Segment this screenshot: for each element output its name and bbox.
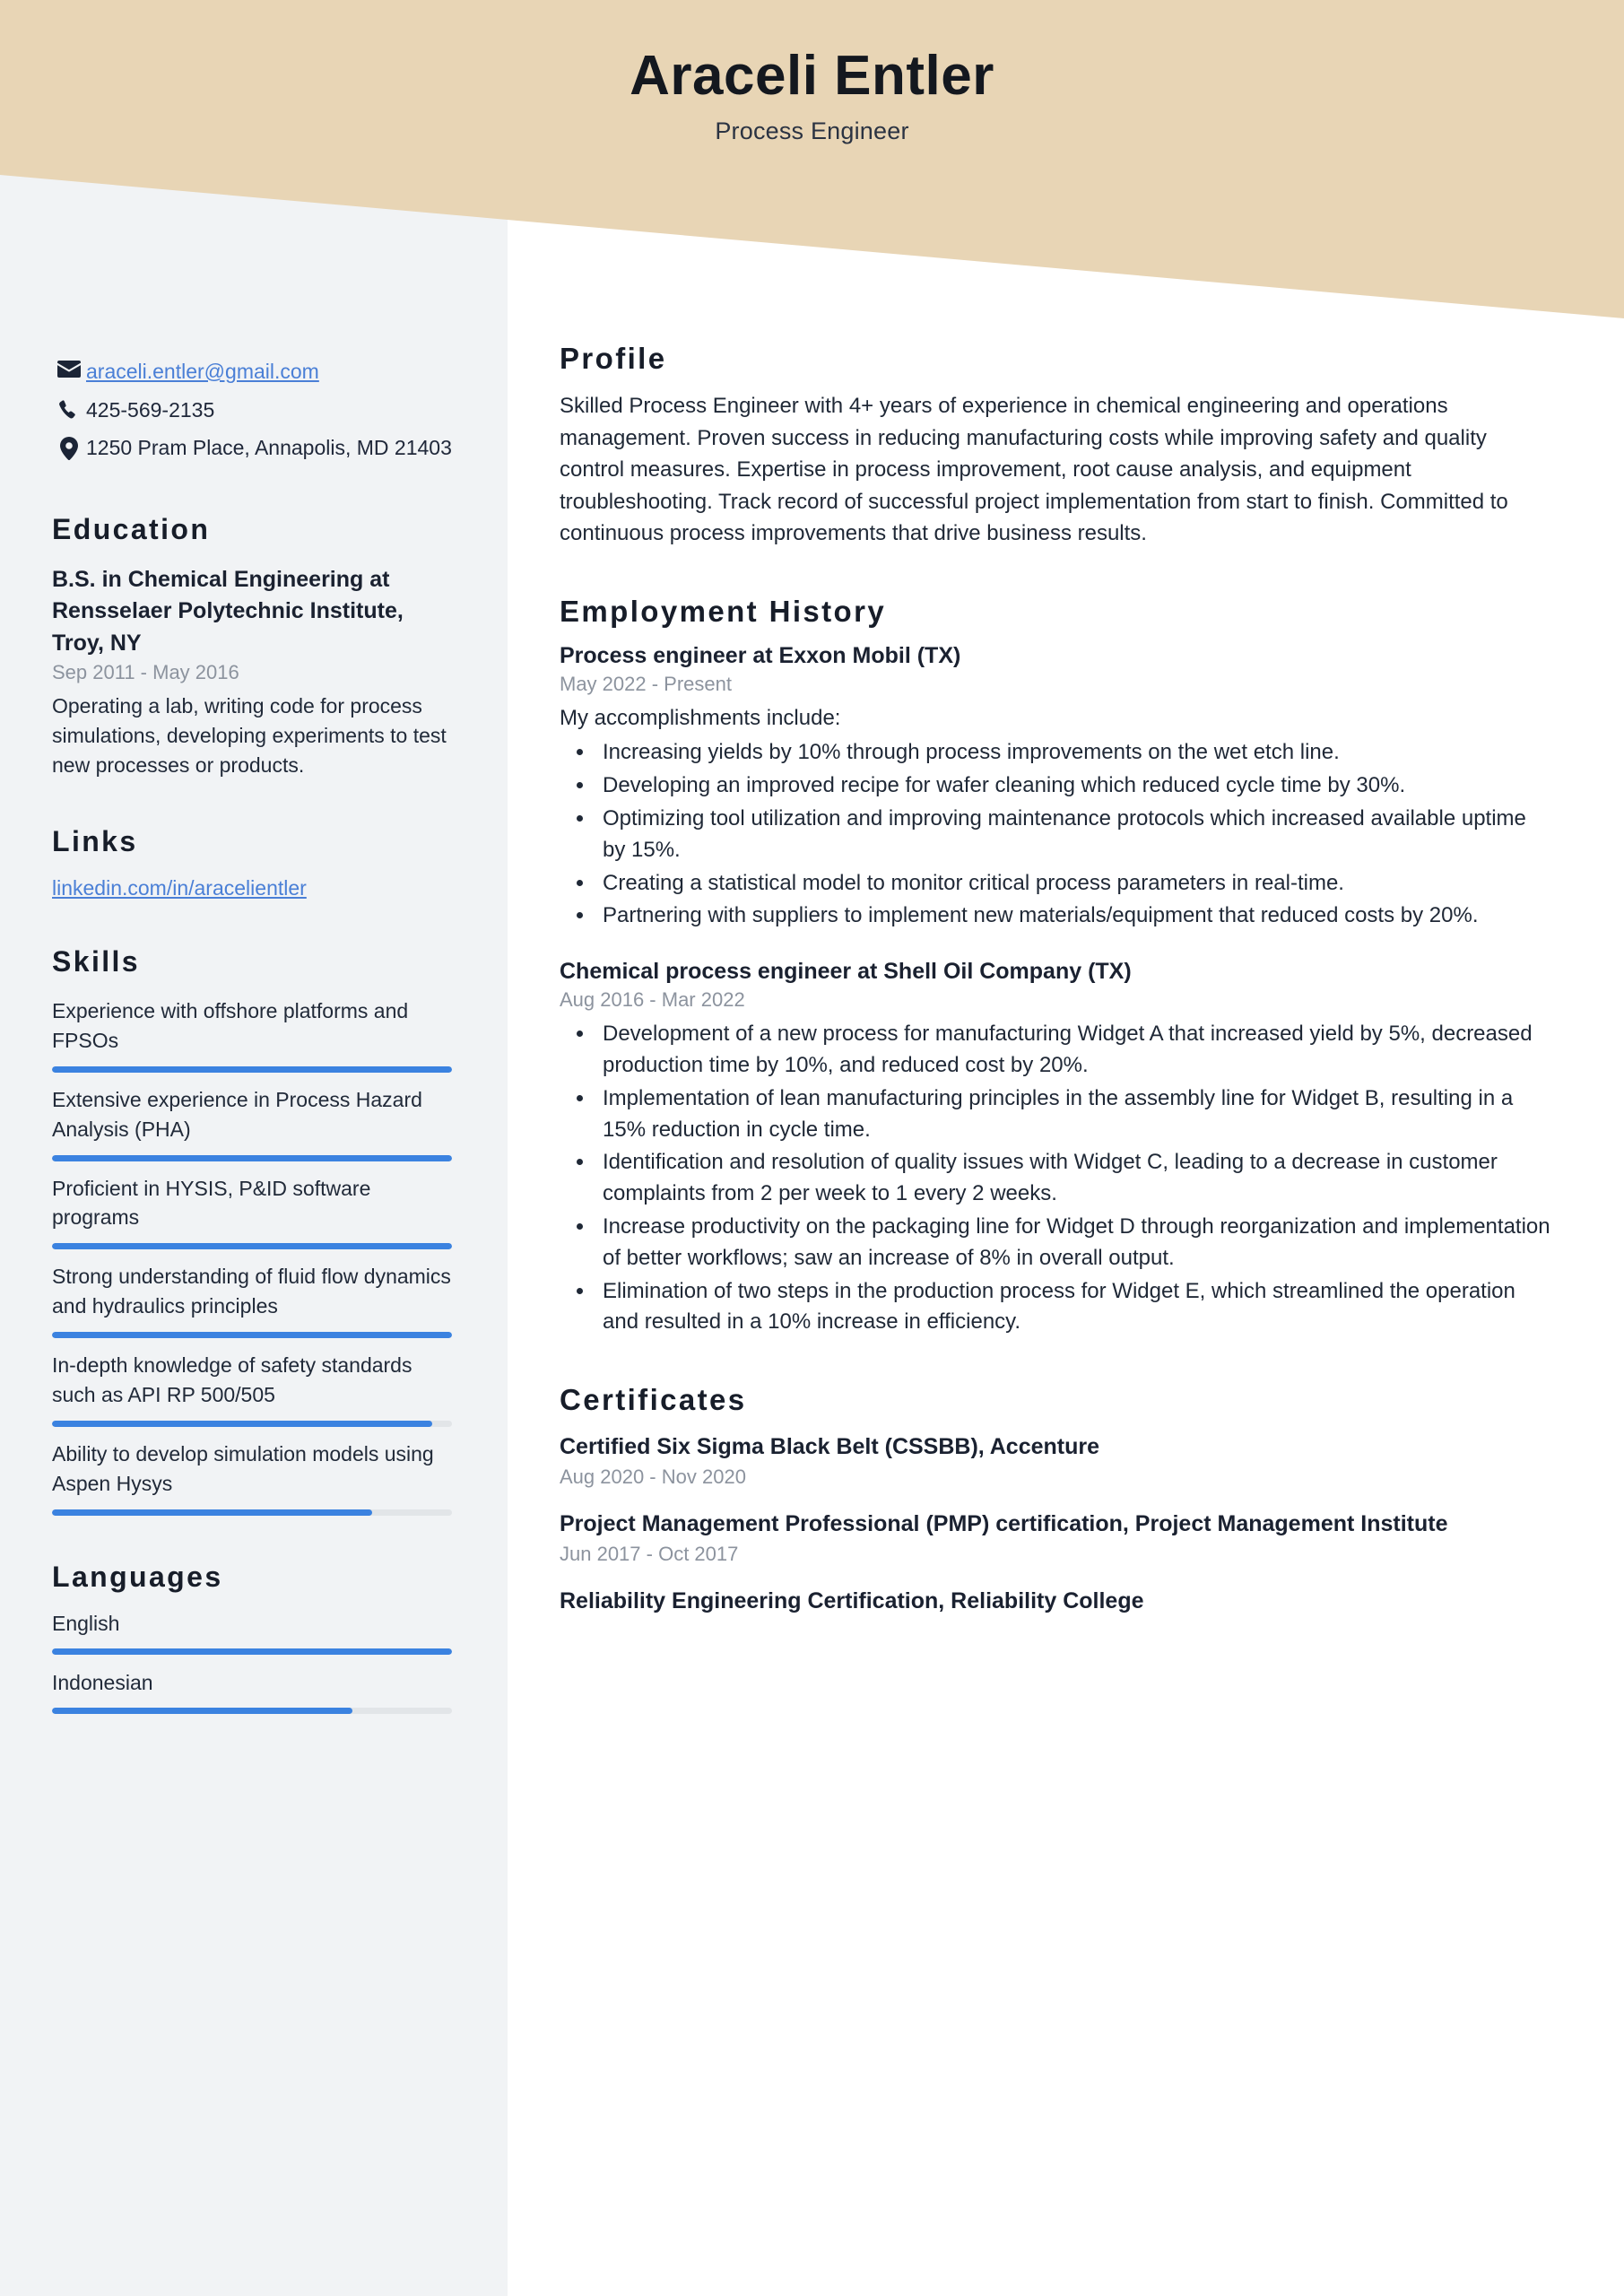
- progress-fill: [52, 1648, 452, 1655]
- list-item: • Optimizing tool utilization and improving maintenance protocols which increased available uptime by 15%.: [595, 804, 1552, 866]
- skill-label: Extensive experience in Process Hazard Analysis (PHA): [52, 1087, 422, 1141]
- certificates-list: [560, 1431, 1552, 1617]
- language-item: [52, 1612, 452, 1655]
- resume-header: [0, 0, 1624, 215]
- skill-label: Proficient in HYSIS, P&ID software programs: [52, 1176, 371, 1230]
- progress-track: [52, 1509, 452, 1516]
- skill-item: [52, 1174, 452, 1250]
- sidebar: [0, 341, 508, 1759]
- employment-section: [560, 595, 1552, 1339]
- contact-phone-value: 425-569-2135: [86, 397, 215, 422]
- progress-track: [52, 1648, 452, 1655]
- skill-item: [52, 1439, 452, 1516]
- links-section: [52, 825, 452, 900]
- profile-section: [560, 342, 1552, 550]
- language-label: Indonesian: [52, 1670, 153, 1694]
- progress-fill: [52, 1708, 352, 1714]
- progress-track: [52, 1708, 452, 1714]
- contact-item-address: [52, 433, 452, 463]
- certificate-entry: [560, 1509, 1552, 1566]
- job-intro: My accomplishments include:: [560, 705, 841, 730]
- email-link[interactable]: araceli.entler@gmail.com: [86, 360, 319, 383]
- main-content: [508, 318, 1624, 1662]
- list-item: • Increase productivity on the packaging line for Widget D through reorganization and implementation of better workflows; saw an increase of 8% in overall output.: [595, 1212, 1552, 1274]
- list-item: • Development of a new process for manufacturing Widget A that increased yield by 5%, decreased production time by 10%, and reduced cost by 20%.: [595, 1019, 1552, 1082]
- certificate-date: Aug 2020 - Nov 2020: [560, 1465, 746, 1489]
- education-title: B.S. in Chemical Engineering at Rensselaer Polytechnic Institute, Troy, NY: [52, 566, 404, 656]
- certificates-section: [560, 1383, 1552, 1617]
- certificate-title: Reliability Engineering Certification, Reliability College: [560, 1588, 1144, 1614]
- skill-label: Ability to develop simulation models using Aspen Hysys: [52, 1441, 434, 1495]
- progress-fill: [52, 1066, 452, 1073]
- skill-item: [52, 996, 452, 1073]
- list-item[interactable]: [52, 876, 452, 900]
- certificate-date: Jun 2017 - Oct 2017: [560, 1543, 739, 1566]
- education-section: [52, 513, 452, 780]
- skills-section: [52, 945, 452, 1516]
- list-item: • Elimination of two steps in the production process for Widget E, which streamlined the operation and resulted in a 10% increase in efficiency.: [595, 1276, 1552, 1339]
- location-pin-icon: [52, 433, 86, 460]
- certificate-title: Project Management Professional (PMP) certification, Project Management Institute: [560, 1511, 1448, 1537]
- progress-track: [52, 1066, 452, 1073]
- job-bullets: [560, 737, 1552, 932]
- job-date: Aug 2016 - Mar 2022: [560, 988, 745, 1012]
- envelope-icon: [52, 357, 86, 378]
- progress-track: [52, 1243, 452, 1249]
- page-title: Araceli Entler: [630, 45, 994, 107]
- skill-label: Experience with offshore platforms and FPSOs: [52, 999, 409, 1052]
- skills-list: [52, 996, 452, 1516]
- list-item: • Implementation of lean manufacturing principles in the assembly line for Widget B, resulting in a 15% reduction in cycle time.: [595, 1083, 1552, 1146]
- progress-fill: [52, 1155, 452, 1161]
- job-role: Process engineer at Exxon Mobil (TX): [560, 642, 961, 668]
- certificates-heading: Certificates: [560, 1383, 747, 1417]
- languages-section: [52, 1561, 452, 1714]
- progress-fill: [52, 1509, 372, 1516]
- certificate-entry: [560, 1586, 1552, 1617]
- education-entry: [52, 564, 452, 780]
- progress-track: [52, 1421, 452, 1427]
- job-bullets: [560, 1019, 1552, 1338]
- profile-heading: Profile: [560, 342, 667, 375]
- list-item: • Developing an improved recipe for wafer cleaning which reduced cycle time by 30%.: [595, 770, 1552, 802]
- job-entry: [560, 643, 1552, 933]
- list-item: • Identification and resolution of quality issues with Widget C, leading to a decrease in customer complaints from 2 per week to 1 every 2 weeks.: [595, 1147, 1552, 1210]
- skill-label: Strong understanding of fluid flow dynamics and hydraulics principles: [52, 1265, 451, 1318]
- list-item: • Increasing yields by 10% through process improvements on the wet etch line.: [595, 737, 1552, 769]
- skill-item: [52, 1262, 452, 1338]
- profile-text: Skilled Process Engineer with 4+ years of experience in chemical engineering and operations management. Proven success in reducing manufacturing costs while improving safety and quality control measures. Expertise in process improvement, root cause analysis, and equipment troubleshooting. Track record of successful project implementation from start to finish. Committed to continuous process improvements that drive business results.: [560, 394, 1508, 546]
- contact-item-email: [52, 357, 452, 387]
- certificate-title: Certified Six Sigma Black Belt (CSSBB), Accenture: [560, 1434, 1100, 1460]
- links-list: [52, 876, 452, 900]
- contact-address-value: 1250 Pram Place, Annapolis, MD 21403: [86, 436, 452, 460]
- list-item: • Creating a statistical model to monitor critical process parameters in real-time.: [595, 868, 1552, 900]
- language-item: [52, 1671, 452, 1714]
- skill-item: [52, 1085, 452, 1161]
- progress-fill: [52, 1332, 452, 1338]
- education-date: Sep 2011 - May 2016: [52, 661, 239, 684]
- skill-label: In-depth knowledge of safety standards such as API RP 500/505: [52, 1353, 413, 1406]
- progress-track: [52, 1155, 452, 1161]
- jobs-list: [560, 643, 1552, 1339]
- phone-icon: [52, 396, 86, 421]
- skill-item: [52, 1351, 452, 1427]
- links-heading: Links: [52, 825, 138, 858]
- contact-item-phone: [52, 396, 452, 425]
- progress-fill: [52, 1421, 432, 1427]
- job-date: May 2022 - Present: [560, 672, 732, 695]
- contact-list: [52, 357, 452, 463]
- education-description: Operating a lab, writing code for process simulations, developing experiments to test new processes or products.: [52, 694, 447, 778]
- job-role: Chemical process engineer at Shell Oil Company (TX): [560, 959, 1132, 985]
- contact-email-value[interactable]: [86, 357, 452, 387]
- list-item: • Partnering with suppliers to implement new materials/equipment that reduced costs by 20%.: [595, 900, 1552, 932]
- job-entry: [560, 959, 1552, 1338]
- linkedin-link[interactable]: linkedin.com/in/aracelientler: [52, 876, 307, 900]
- education-heading: Education: [52, 512, 211, 545]
- progress-fill: [52, 1243, 452, 1249]
- header-subtitle: Process Engineer: [715, 117, 909, 144]
- progress-track: [52, 1332, 452, 1338]
- languages-list: [52, 1612, 452, 1714]
- certificate-entry: [560, 1431, 1552, 1489]
- skills-heading: Skills: [52, 945, 141, 978]
- employment-heading: Employment History: [560, 594, 887, 628]
- language-label: English: [52, 1611, 120, 1635]
- languages-heading: Languages: [52, 1560, 223, 1593]
